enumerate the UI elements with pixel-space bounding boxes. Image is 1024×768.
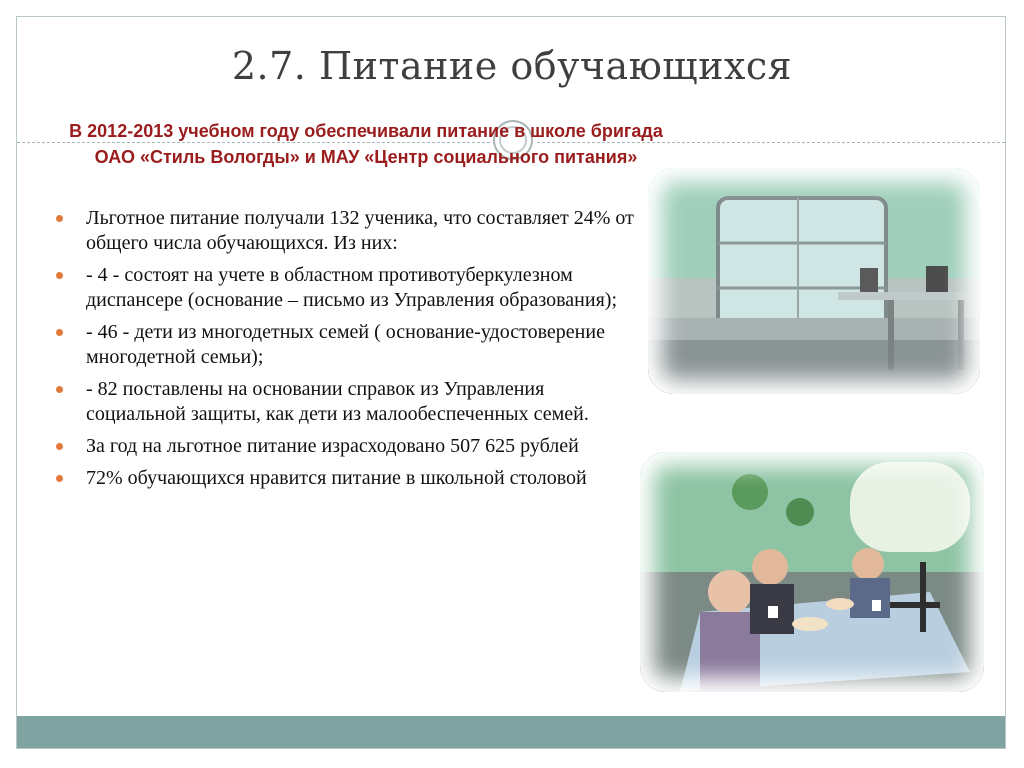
bullet-text: За год на льготное питание израсходовано 507 625 рублей [86, 435, 579, 457]
bullet-icon [56, 329, 63, 336]
list-item [54, 377, 634, 427]
bullet-icon [56, 272, 63, 279]
bullet-text: Льготное питание получали 132 ученика, что составляет 24% от общего числа обучающихся. Из них: [86, 207, 634, 254]
list-item [54, 434, 634, 459]
bullet-icon [56, 386, 63, 393]
bullet-text: 72% обучающихся нравится питание в школьной столовой [86, 467, 587, 489]
bullet-icon [56, 215, 63, 222]
photo-vignette [640, 452, 984, 692]
bullet-text: - 46 - дети из многодетных семей ( основание-удостоверение многодетной семьи); [86, 321, 605, 368]
list-item [54, 206, 634, 256]
photo-vignette [648, 168, 980, 394]
list-item [54, 320, 634, 370]
slide-title: 2.7. Питание обучающихся [231, 44, 793, 88]
bullet-text: - 4 - состоят на учете в областном противотуберкулезном диспансере (основание – письмо из Управления образования); [86, 264, 617, 311]
bullet-icon [56, 475, 63, 482]
serving-counter-photo [648, 168, 980, 394]
bottom-bar [17, 716, 1005, 748]
bullet-icon [56, 443, 63, 450]
bullet-list [54, 206, 634, 498]
children-dining-photo [640, 452, 984, 692]
slide-subtitle: В 2012-2013 учебном году обеспечивали питание в школе бригада ОАО «Стиль Вологды» и МАУ «Центр социального питания» [69, 121, 663, 167]
list-item [54, 263, 634, 313]
list-item [54, 466, 634, 491]
bullet-text: - 82 поставлены на основании справок из Управления социальной защиты, как дети из малообеспеченных семей. [86, 378, 589, 425]
